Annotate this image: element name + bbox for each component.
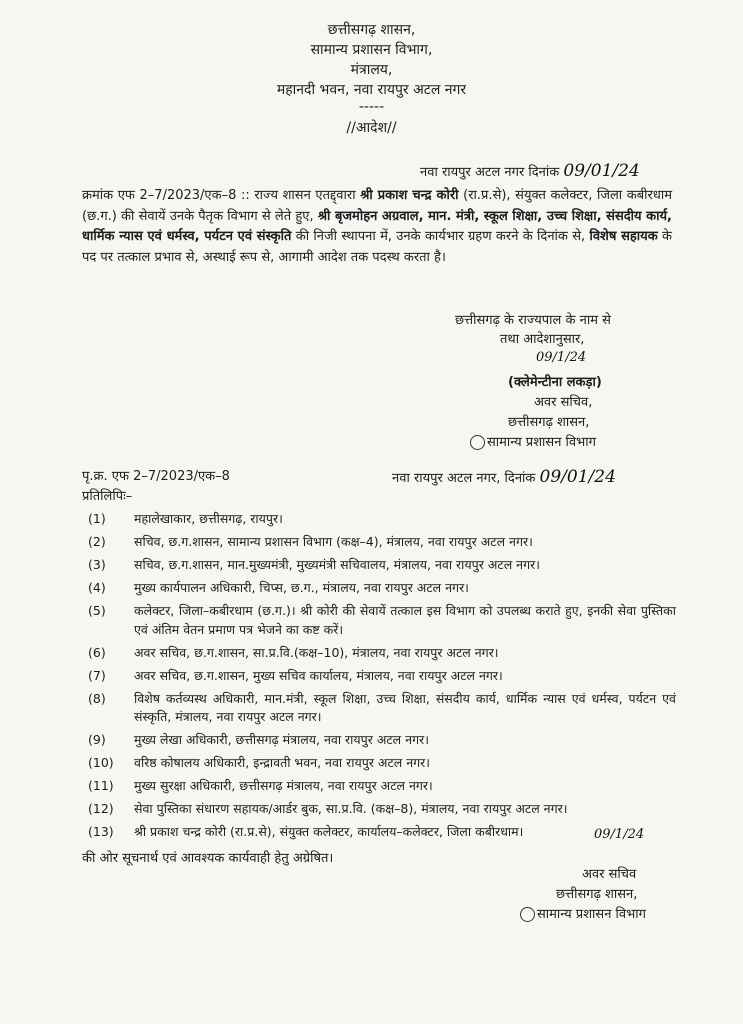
minister-name: श्री बृजमोहन अग्रवाल, मान. मंत्री, स्कूल शिक्षा, उच्च शिक्षा, संसदीय कार्य, धार्मिक न्यास एवं धर्मस्व, पर्यटन एवं संस्कृति: [82, 208, 672, 244]
header-line-1: छत्तीसगढ़ शासन,: [327, 22, 416, 38]
authority-name: (क्लेमेन्टीना लकड़ा): [508, 375, 602, 390]
list-item: (1) महालेखाकार, छत्तीसगढ़, रायपुर।: [88, 511, 283, 526]
header-line-4: महानदी भवन, नवा रायपुर अटल नगर: [276, 82, 467, 98]
copy-to-label: प्रतिलिपिः–: [82, 489, 133, 504]
list-item: (12) सेवा पुस्तिका संधारण सहायक/आर्डर बुक, सा.प्र.वि. (कक्ष–8), मंत्रालय, नवा रायपुर अटल नगर।: [88, 801, 568, 816]
list-item: (3) सचिव, छ.ग.शासन, मान.मुख्यमंत्री, मुख्यमंत्री सचिवालय, मंत्रालय, नवा रायपुर अटल नगर।: [88, 557, 540, 572]
authority-line-2: तथा आदेशानुसार,: [500, 332, 585, 347]
order-title: //आदेश//: [346, 120, 397, 136]
footer-signature: 09/1/24: [594, 827, 645, 842]
authority-line-1: छत्तीसगढ़ के राज्यपाल के नाम से: [455, 313, 611, 328]
order-part-4: के पद पर तत्काल प्रभाव से, अस्थाई रूप से, आगामी आदेश तक पदस्थ करता है।: [82, 229, 673, 265]
footer-dept-line: [520, 906, 646, 924]
list-item: (2) सचिव, छ.ग.शासन, सामान्य प्रशासन विभाग (कक्ष–4), मंत्रालय, नवा रायपुर अटल नगर।: [88, 534, 533, 549]
forwarding-note: की ओर सूचनार्थ एवं आवश्यक कार्यवाही हेतु अग्रेषित।: [82, 851, 334, 866]
header-divider: -----: [358, 99, 385, 115]
list-item: (10) वरिष्ठ कोषालय अधिकारी, इन्द्रावती भवन, नवा रायपुर अटल नगर।: [88, 755, 431, 770]
footer-dept: सामान्य प्रशासन विभाग: [537, 907, 646, 922]
order-part-1: क्रमांक एफ 2–7/2023/एक–8 :: राज्य शासन एतद्द्वारा: [82, 188, 356, 203]
authority-designation: अवर सचिव,: [534, 395, 593, 410]
list-item: (7) अवर सचिव, छ.ग.शासन, मुख्य सचिव कार्यालय, मंत्रालय, नवा रायपुर अटल नगर।: [88, 667, 503, 683]
footer-gov: छत्तीसगढ़ शासन,: [556, 887, 638, 902]
authority-dept-line: [470, 434, 596, 452]
copies-list: [88, 510, 676, 846]
officer-name: श्री प्रकाश चन्द्र कोरी: [360, 188, 459, 203]
list-item: (4) मुख्य कार्यपालन अधिकारी, चिप्स, छ.ग., मंत्रालय, नवा रायपुर अटल नगर।: [88, 580, 469, 595]
order-part-3: की निजी स्थापना में, उनके कार्यभार ग्रहण करने के दिनांक से,: [291, 229, 590, 244]
endorsement-place-text: नवा रायपुर अटल नगर, दिनांक: [392, 471, 536, 486]
dateline: [420, 162, 640, 182]
post-name: विशेष सहायक: [589, 229, 658, 244]
dateline-date: 09/01/24: [563, 161, 640, 181]
list-item: (9) मुख्य लेखा अधिकारी, छत्तीसगढ़ मंत्रालय, नवा रायपुर अटल नगर।: [88, 732, 429, 747]
list-item: (6) अवर सचिव, छ.ग.शासन, सा.प्र.वि.(कक्ष–10), मंत्रालय, नवा रायपुर अटल नगर।: [88, 644, 499, 660]
order-part-2: (रा.प्र.से), संयुक्त कलेक्टर, जिला कबीरधाम (छ.ग.) की सेवायें उनके पैतृक विभाग से लेते हुए,: [82, 188, 672, 224]
letterhead: [0, 20, 743, 138]
authority-gov: छत्तीसगढ़ शासन,: [508, 415, 590, 430]
endorsement-date: 09/01/24: [539, 467, 616, 487]
endorsement-place: [392, 468, 616, 488]
order-paragraph: [82, 186, 672, 268]
list-item: (5) कलेक्टर, जिला–कबीरधाम (छ.ग.)। श्री कोरी की सेवायें तत्काल इस विभाग को उपलब्ध कराते हुए, इनकी सेवा पुस्तिका एवं अंतिम वेतन प्रमाण पत्र भेजने का कष्ट करें।: [88, 603, 676, 637]
list-item: (11) मुख्य सुरक्षा अधिकारी, छत्तीसगढ़ मंत्रालय, नवा रायपुर अटल नगर।: [88, 778, 433, 793]
footer-designation: अवर सचिव: [582, 867, 637, 882]
header-line-2: सामान्य प्रशासन विभाग,: [310, 42, 433, 58]
header-line-3: मंत्रालय,: [350, 62, 393, 78]
list-item: (13) श्री प्रकाश चन्द्र कोरी (रा.प्र.से), संयुक्त कलेक्टर, कार्यालय–कलेक्टर, जिला कबीरधाम।: [88, 824, 524, 839]
stamp-icon: [470, 435, 485, 450]
dateline-text: नवा रायपुर अटल नगर दिनांक: [420, 165, 560, 180]
endorsement-ref: पृ.क्र. एफ 2–7/2023/एक–8: [82, 469, 230, 484]
stamp-icon: [520, 907, 535, 922]
list-item: (8) विशेष कर्तव्यस्थ अधिकारी, मान.मंत्री, स्कूल शिक्षा, उच्च शिक्षा, संसदीय कार्य, धार्मिक न्यास एवं धर्मस्व, पर्यटन एवं संस्कृति, मंत्रालय, नवा रायपुर अटल नगर।: [88, 690, 676, 724]
authority-dept: सामान्य प्रशासन विभाग: [487, 435, 596, 450]
authority-signature: 09/1/24: [536, 350, 587, 365]
